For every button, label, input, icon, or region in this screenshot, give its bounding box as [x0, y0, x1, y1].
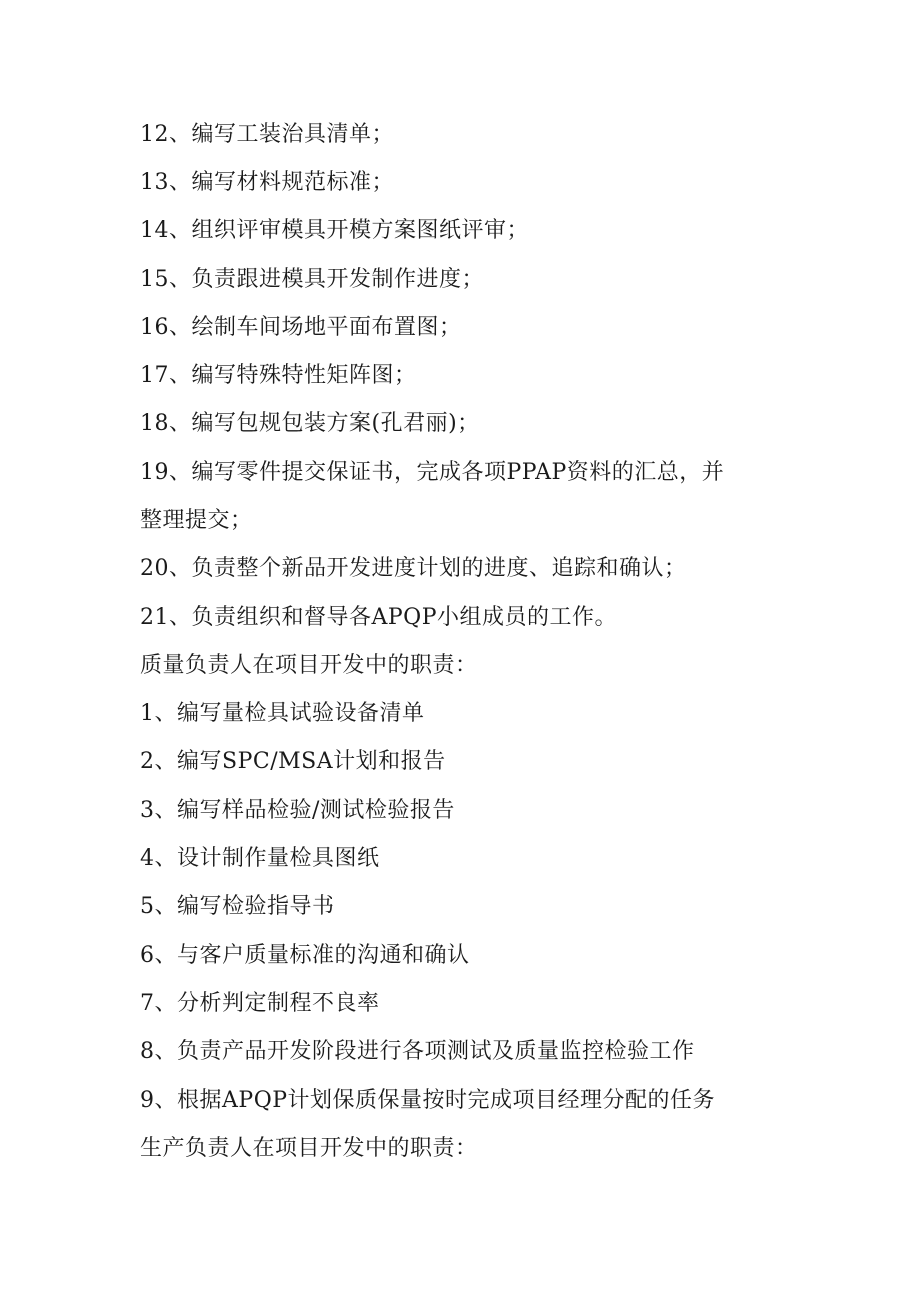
text-line: 整理提交； [140, 508, 253, 533]
text-line: 8、负责产品开发阶段进行各项测试及质量监控检验工作 [140, 1039, 695, 1064]
text-line: 6、与客户质量标准的沟通和确认 [140, 943, 470, 968]
text-line: 18、编写包规包装方案(孔君丽)； [140, 411, 480, 436]
text-line: 14、组织评审模具开模方案图纸评审； [140, 218, 529, 243]
text-line: 9、根据APQP计划保质保量按时完成项目经理分配的任务 [140, 1088, 716, 1113]
text-line: 3、编写样品检验/测试检验报告 [140, 798, 455, 823]
text-line: 21、负责组织和督导各APQP小组成员的工作。 [140, 605, 618, 630]
text-line: 20、负责整个新品开发进度计划的进度、追踪和确认； [140, 556, 687, 581]
text-line: 15、负责跟进模具开发制作进度； [140, 267, 484, 292]
text-line: 19、编写零件提交保证书，完成各项PPAP资料的汇总，并 [140, 460, 725, 485]
text-line: 2、编写SPC/MSA计划和报告 [140, 749, 446, 774]
text-line: 16、绘制车间场地平面布置图； [140, 315, 462, 340]
text-line: 13、编写材料规范标准； [140, 170, 394, 195]
text-line: 4、设计制作量检具图纸 [140, 846, 380, 871]
text-line: 7、分析判定制程不良率 [140, 991, 380, 1016]
text-line: 1、编写量检具试验设备清单 [140, 701, 425, 726]
section-heading: 生产负责人在项目开发中的职责： [140, 1136, 478, 1161]
section-heading: 质量负责人在项目开发中的职责： [140, 653, 478, 678]
text-line: 5、编写检验指导书 [140, 894, 335, 919]
text-line: 12、编写工装治具清单； [140, 122, 394, 147]
text-line: 17、编写特殊特性矩阵图； [140, 363, 417, 388]
